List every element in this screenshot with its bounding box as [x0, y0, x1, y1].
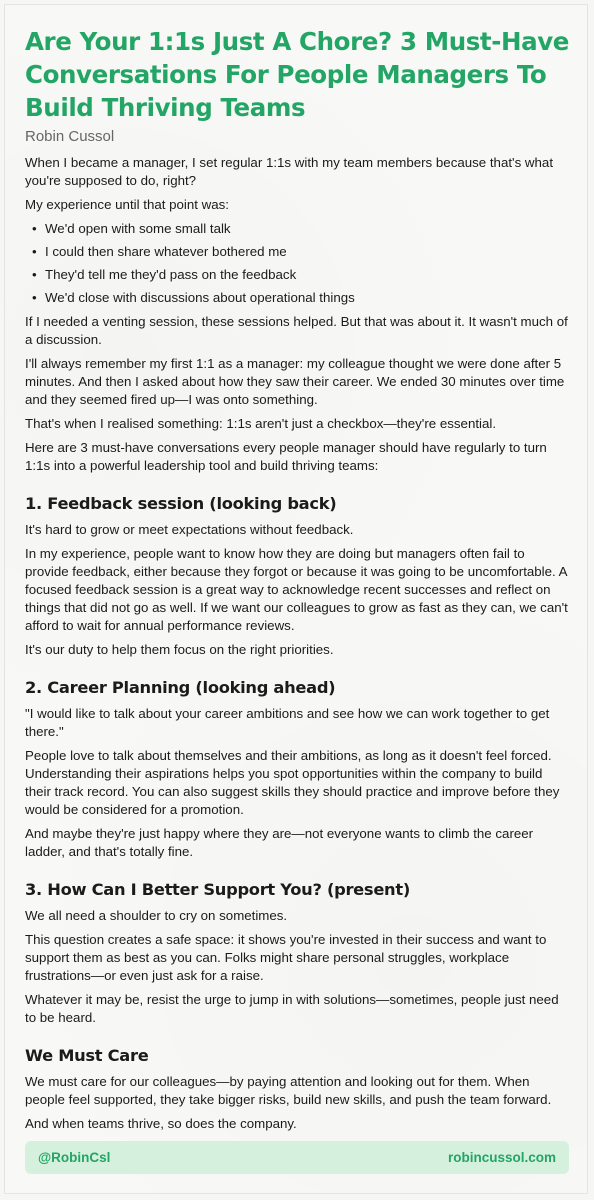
article-title: Are Your 1:1s Just A Chore? 3 Must-Have Conversations For People Managers To Build Thriving Teams: [25, 27, 570, 122]
article: [25, 25, 570, 1139]
section-paragraph: It's hard to grow or meet expectations without feedback.: [25, 522, 354, 537]
section-heading-support: 3. How Can I Better Support You? (present): [25, 880, 410, 899]
section-paragraph: And maybe they're just happy where they are—not everyone wants to climb the career ladder, and that's totally fine.: [25, 826, 534, 859]
section-paragraph: We must care for our colleagues—by paying attention and looking out for them. When people feel supported, they take bigger risks, build new skills, and push the team forward.: [25, 1074, 552, 1107]
section-paragraph: People love to talk about themselves and their ambitions, as long as it doesn't feel forced. Understanding their aspirations helps you spot opportunities within the company to build their track record. You can also suggest skills they should practice and improve before they would be considered for a promotion.: [25, 748, 560, 817]
body-paragraph: That's when I realised something: 1:1s aren't just a checkbox—they're essential.: [25, 416, 497, 431]
list-item: • We'd close with discussions about operational things: [45, 289, 570, 307]
section-heading-career: 2. Career Planning (looking ahead): [25, 678, 336, 697]
article-body: [25, 154, 570, 1133]
section-heading-feedback: 1. Feedback session (looking back): [25, 494, 337, 513]
article-author: Robin Cussol: [25, 128, 115, 145]
list-item: • I could then share whatever bothered me: [45, 243, 570, 261]
section-paragraph: Whatever it may be, resist the urge to jump in with solutions—sometimes, people just need to be heard.: [25, 992, 559, 1025]
section-heading-care: We Must Care: [25, 1046, 149, 1065]
twitter-handle-link[interactable]: @RobinCsl: [38, 1150, 111, 1165]
list-item: • They'd tell me they'd pass on the feedback: [45, 266, 570, 284]
body-paragraph: Here are 3 must-have conversations every people manager should have regularly to turn 1:1s into a powerful leadership tool and build thriving teams:: [25, 440, 547, 473]
section-paragraph: It's our duty to help them focus on the right priorities.: [25, 642, 334, 657]
section-paragraph: We all need a shoulder to cry on sometimes.: [25, 908, 288, 923]
section-paragraph: In my experience, people want to know how they are doing but managers often fail to provide feedback, either because they forgot or because it was going to be uncomfortable. A focused feedback session is a great way to acknowledge recent successes and reflect on things that did not go as well. If we want our colleagues to grow as fast as they can, we can't afford to wait for annual performance reviews.: [25, 546, 568, 633]
section-paragraph: And when teams thrive, so does the company.: [25, 1116, 297, 1131]
body-paragraph: If I needed a venting session, these sessions helped. But that was about it. It wasn't much of a discussion.: [25, 314, 568, 347]
section-paragraph: This question creates a safe space: it shows you're invested in their success and want to support them as best as you can. Folks might share personal struggles, workplace frustrations—or even just ask for a raise.: [25, 932, 547, 983]
section-paragraph: "I would like to talk about your career ambitions and see how we can work together to get there.": [25, 706, 550, 739]
intro-paragraph: My experience until that point was:: [25, 197, 229, 212]
footer-bar: [25, 1141, 569, 1174]
intro-paragraph: When I became a manager, I set regular 1:1s with my team members because that's what you're supposed to do, right?: [25, 155, 554, 188]
website-link[interactable]: robincussol.com: [447, 1150, 556, 1165]
list-item: • We'd open with some small talk: [45, 220, 570, 238]
experience-list: [25, 220, 570, 307]
body-paragraph: I'll always remember my first 1:1 as a manager: my colleague thought we were done after 5 minutes. And then I asked about how they saw their career. We ended 30 minutes over time and they seemed fired up—I was onto something.: [25, 356, 565, 407]
